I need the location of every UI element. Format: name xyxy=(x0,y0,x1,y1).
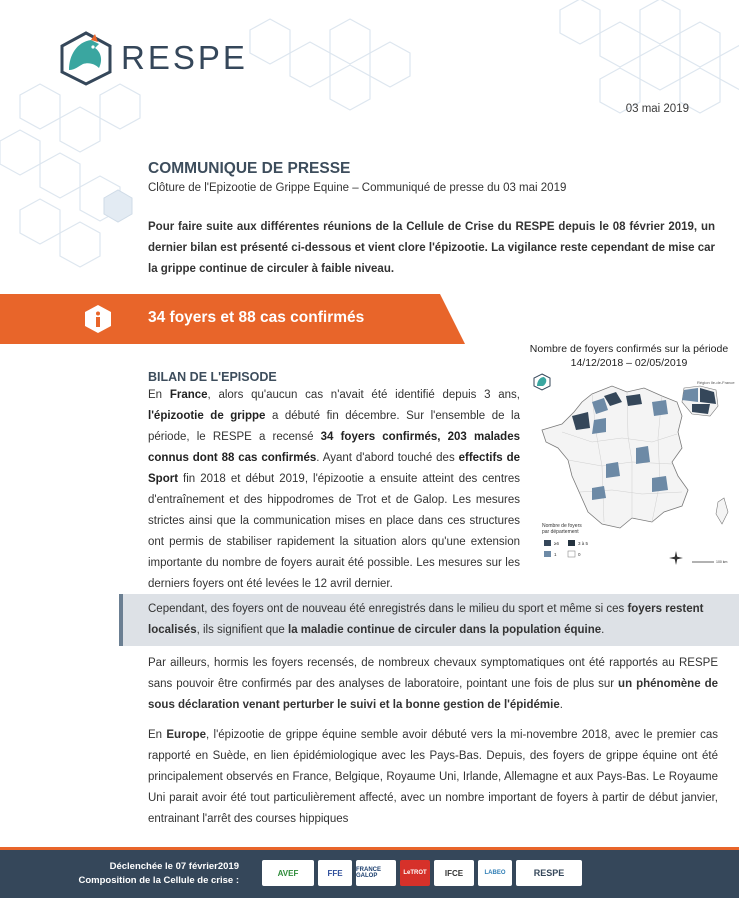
map-title xyxy=(520,342,738,370)
map-scale-label: 100 km xyxy=(716,560,728,564)
partner-logo-ifce: IFCE xyxy=(434,860,474,886)
legend-swatch-1 xyxy=(544,551,551,557)
horse-hexagon-logo-icon xyxy=(55,30,117,86)
map-title-line1: Nombre de foyers confirmés sur la période xyxy=(529,343,729,355)
respe-logo xyxy=(55,30,248,86)
legend-swatch-0 xyxy=(568,551,575,557)
logo-text: RESPE xyxy=(121,39,248,76)
info-icon xyxy=(83,304,113,334)
intro-paragraph: Pour faire suite aux différentes réunions de la Cellule de Crise du RESPE depuis le 08 février 2019, un dernier bilan est présenté ci-dessous et vient clore l'épizootie. La vigilance reste cependant de mise car la grippe continue de circuler à faible niveau. xyxy=(148,221,715,275)
legend-swatch-3to5 xyxy=(568,540,575,546)
france-outbreak-map xyxy=(532,372,737,577)
partner-logo-labeo: LABEO xyxy=(478,860,512,886)
section-heading-bilan: BILAN DE L'EPISODE xyxy=(148,370,277,384)
legend-label-0: 0 xyxy=(578,552,581,557)
map-title-line2: 14/12/2018 – 02/05/2019 xyxy=(570,357,688,369)
paragraph-europe: En Europe, l'épizootie de grippe équine semble avoir débuté vers la mi-novembre 2018, avec le premier cas rapporté en Suède, en lien épidémiologique avec les Pays-Bas. Depuis, des foyers de grippe équine ont été principalement observés en France, Belgique, Royaume Uni, Irlande, Allemagne et aux Pays-Bas. Le Royaume Uni parait avoir été tout particulièrement affecté, avec un nombre important de foyers à partir de début janvier, entrainant l'arrêt des courses hippiques xyxy=(148,729,718,825)
footer-crisis-cell-label: Composition de la Cellule de crise : xyxy=(78,875,239,886)
map-legend-title-2: par département xyxy=(542,529,579,535)
page-title: COMMUNIQUE DE PRESSE xyxy=(148,160,351,177)
legend-swatch-6plus xyxy=(544,540,551,546)
partner-logo-ffe: FFE xyxy=(318,860,352,886)
map-inset-label: Région Ile-de-France xyxy=(697,380,735,385)
partner-logo-france-galop: FRANCE GALOP xyxy=(356,860,396,886)
legend-label-6plus: ≥6 xyxy=(554,541,559,546)
bilan-paragraph: En France, alors qu'aucun cas n'avait été identifié depuis 3 ans, l'épizootie de grippe a débuté fin décembre. Sur l'ensemble de la période, le RESPE a recensé 34 foyers confirmés, 203 malades connus dont 88 cas confirmés. Ayant d'abord touché des effectifs de Sport fin 2018 et début 2019, l'épizootie a ensuite atteint des centres d'entraînement et des hippodromes de Trot et de Galop. Les mesures strictes ainsi que la communication mises en place dans ces structures ont permis de stabiliser rapidement la situation alors qu'une extension importante du nombre de foyers aurait été possible. Les mesures sur les derniers foyers ont été levées le 12 avril dernier. xyxy=(148,389,521,590)
legend-label-1: 1 xyxy=(554,552,557,557)
partner-logo-letrot: LeTROT xyxy=(400,860,430,886)
footer-accent-line xyxy=(0,847,739,850)
partner-logo-avef: AVEF xyxy=(262,860,314,886)
callout-accent-bar xyxy=(119,594,123,646)
callout-text: Cependant, des foyers ont de nouveau été enregistrés dans le milieu du sport et même si ces foyers restent localisés, ils signifient que la maladie continue de circuler dans la population équine. xyxy=(148,603,704,636)
compass-rose-icon xyxy=(669,551,683,565)
page-subtitle: Clôture de l'Epizootie de Grippe Equine – Communiqué de presse du 03 mai 2019 xyxy=(148,182,567,194)
headline-banner-text: 34 foyers et 88 cas confirmés xyxy=(148,309,365,326)
map-legend-title-1: Nombre de foyers xyxy=(542,523,582,529)
footer-trigger-date: Déclenchée le 07 février2019 xyxy=(109,861,239,872)
partner-logo-respe: RESPE xyxy=(516,860,582,886)
paragraph-sous-declaration: Par ailleurs, hormis les foyers recensés, de nombreux chevaux symptomatiques ont été rapportés au RESPE sans pouvoir être confirmés par des analyses de laboratoire, pointant une fois de plus sur un phénomène de sous déclaration venant perturber le suivi et la bonne gestion de l'épidémie. xyxy=(148,657,719,711)
press-date: 03 mai 2019 xyxy=(625,103,689,115)
legend-label-3to5: 3 à 5 xyxy=(578,541,589,546)
